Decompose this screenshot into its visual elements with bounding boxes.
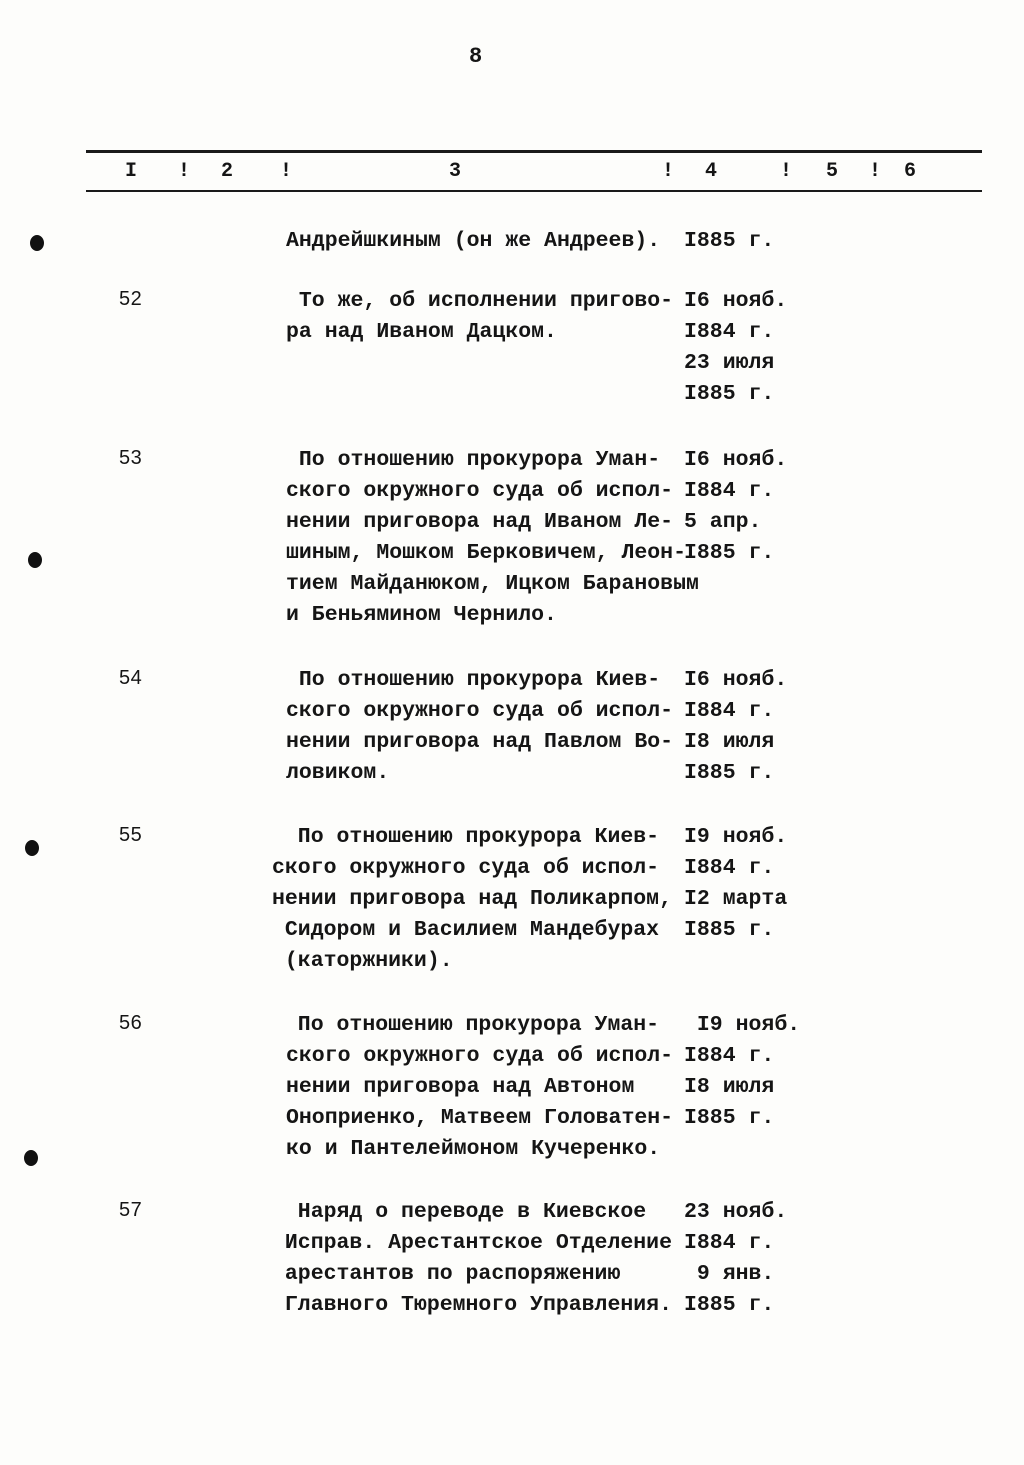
description-line: арестантов по распоряжению <box>272 1262 621 1286</box>
entry-description <box>272 822 684 977</box>
date-line: 9 янв. <box>684 1262 775 1286</box>
entry-dates <box>684 665 814 789</box>
date-line: I9 нояб. <box>684 1013 801 1037</box>
header-separator: ! <box>869 160 882 183</box>
entry-dates <box>684 1197 814 1321</box>
date-line: 5 апр. <box>684 510 762 534</box>
description-line: По отношению прокурора Уман- <box>286 448 661 472</box>
date-line: I884 г. <box>684 479 775 503</box>
date-line: I885 г. <box>684 229 775 253</box>
date-line: I6 нояб. <box>684 668 788 692</box>
header-col-4: 4 <box>705 160 718 183</box>
entry-number: 52 <box>119 288 143 310</box>
description-line: То же, об исполнении пригово- <box>286 289 674 313</box>
header-separator: ! <box>780 160 793 183</box>
date-line: I884 г. <box>684 320 775 344</box>
entry-description <box>272 286 684 348</box>
description-line: По отношению прокурора Киев- <box>286 668 661 692</box>
table-header-top-rule <box>86 150 982 153</box>
description-line: ра над Иваном Дацком. <box>286 320 557 344</box>
entry-dates <box>684 1010 814 1134</box>
description-line: ского окружного суда об испол- <box>286 699 674 723</box>
date-line: 23 нояб. <box>684 1200 788 1224</box>
description-line: ловиком. <box>286 761 390 785</box>
description-line: По отношению прокурора Киев- <box>272 825 660 849</box>
date-line: I885 г. <box>684 541 775 565</box>
date-line: I884 г. <box>684 699 775 723</box>
date-line: I8 июля <box>684 1075 775 1099</box>
entry-description <box>272 1010 684 1165</box>
date-line: I885 г. <box>684 761 775 785</box>
entry-number: 57 <box>119 1199 143 1221</box>
entry-description <box>272 1197 684 1321</box>
entry-description <box>272 226 684 257</box>
punch-hole <box>24 1150 38 1166</box>
entry-dates <box>684 286 814 410</box>
punch-hole <box>28 552 42 568</box>
entry-dates <box>684 445 814 569</box>
entry-number: 55 <box>119 824 143 846</box>
entry-description <box>272 445 699 631</box>
header-col-6: 6 <box>904 160 917 183</box>
header-separator: ! <box>280 160 293 183</box>
date-line: I6 нояб. <box>684 289 788 313</box>
description-line: ского окружного суда об испол- <box>286 479 674 503</box>
header-col-5: 5 <box>826 160 839 183</box>
description-line: тием Майданюком, Ицком Барановым <box>286 572 699 596</box>
date-line: I2 марта <box>684 887 788 911</box>
date-line: I884 г. <box>684 1044 775 1068</box>
description-line: шиным, Мошком Берковичем, Леон- <box>286 541 686 565</box>
date-line: I884 г. <box>684 856 775 880</box>
header-col-2: 2 <box>221 160 234 183</box>
date-line: I6 нояб. <box>684 448 788 472</box>
description-line: нении приговора над Иваном Ле- <box>286 510 674 534</box>
description-line: По отношению прокурора Уман- <box>272 1013 660 1037</box>
entry-number: 53 <box>119 447 143 469</box>
date-line: I885 г. <box>684 1106 775 1130</box>
date-line: I8 июля <box>684 730 775 754</box>
date-line: I885 г. <box>684 382 775 406</box>
date-line: I884 г. <box>684 1231 775 1255</box>
header-separator: ! <box>178 160 191 183</box>
description-line: нении приговора над Автоном <box>286 1075 635 1099</box>
description-line: Исправ. Арестантское Отделение <box>272 1231 672 1255</box>
table-header-bottom-rule <box>86 190 982 192</box>
entry-dates <box>684 822 814 946</box>
description-line: Андрейшкиным (он же Андреев). <box>286 229 661 253</box>
header-separator: ! <box>662 160 675 183</box>
date-line: I9 нояб. <box>684 825 788 849</box>
description-line: Наряд о переводе в Киевское <box>272 1200 647 1224</box>
entry-dates <box>684 226 814 257</box>
description-line: ского окружного суда об испол- <box>272 856 660 880</box>
date-line: 23 июля <box>684 351 775 375</box>
description-line: и Беньямином Чернило. <box>286 603 557 627</box>
description-line: ко и Пантелеймоном Кучеренко. <box>286 1137 661 1161</box>
punch-hole <box>25 840 39 856</box>
entry-number: 54 <box>119 667 143 689</box>
punch-hole <box>30 235 44 251</box>
description-line: Оноприенко, Матвеем Головатен- <box>286 1106 674 1130</box>
page-number: 8 <box>469 44 483 69</box>
description-line: нении приговора над Павлом Во- <box>286 730 674 754</box>
description-line: Сидором и Василием Мандебурах <box>272 918 660 942</box>
header-col-3: 3 <box>449 160 462 183</box>
header-col-1: I <box>125 160 138 183</box>
description-line: (каторжники). <box>272 949 453 973</box>
date-line: I885 г. <box>684 918 775 942</box>
description-line: нении приговора над Поликарпом, <box>272 887 672 911</box>
date-line: I885 г. <box>684 1293 775 1317</box>
description-line: ского окружного суда об испол- <box>286 1044 674 1068</box>
entry-description <box>272 665 684 789</box>
entry-number: 56 <box>119 1012 143 1034</box>
description-line: Главного Тюремного Управления. <box>272 1293 672 1317</box>
